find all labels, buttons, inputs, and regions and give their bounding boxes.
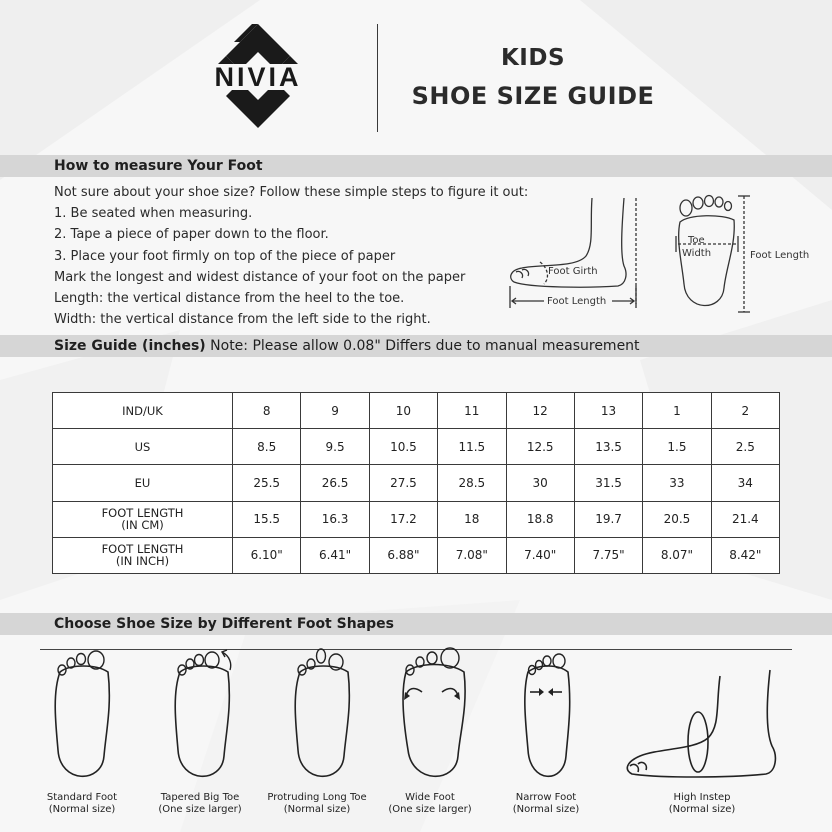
table-row [53, 393, 780, 429]
table-cell: 28.5 [438, 465, 506, 501]
table-cell: 34 [711, 465, 779, 501]
section-bar-foot-shapes [0, 613, 832, 635]
table-cell: 18.8 [506, 501, 574, 537]
measure-instructions [54, 182, 529, 330]
instruction-line: Not sure about your shoe size? Follow these simple steps to figure it out: [54, 185, 529, 200]
logo-wordmark: NIVIA [214, 62, 302, 92]
table-cell: 21.4 [711, 501, 779, 537]
table-cell: 8.42" [711, 537, 779, 573]
foot-length-side-label: Foot Length [750, 250, 810, 261]
nivia-logo [172, 22, 344, 130]
foot-shape-caption: Standard Foot (Normal size) [46, 792, 118, 815]
table-cell: 13 [574, 393, 642, 429]
table-cell: 25.5 [233, 465, 301, 501]
size-chart-table [52, 392, 780, 574]
table-row [53, 501, 780, 537]
table-cell: 2.5 [711, 429, 779, 465]
foot-length-label: Foot Length [547, 296, 607, 307]
header-divider [377, 24, 378, 132]
side-foot-icon [510, 198, 636, 308]
table-cell: 16.3 [301, 501, 369, 537]
standard-foot-icon [55, 651, 109, 776]
row-header: IND/UK [53, 393, 233, 429]
foot-shapes-illustrations [0, 646, 832, 796]
table-cell: 11 [438, 393, 506, 429]
table-cell: 2 [711, 393, 779, 429]
narrow-foot-icon [525, 654, 570, 776]
table-cell: 8.07" [643, 537, 711, 573]
row-header: US [53, 429, 233, 465]
instruction-line: Length: the vertical distance from the heel to the toe. [54, 291, 405, 307]
foot-shape-caption: Tapered Big Toe (One size larger) [158, 792, 242, 815]
protruding-long-toe-icon [295, 649, 349, 776]
table-cell: 18 [438, 501, 506, 537]
table-cell: 12.5 [506, 429, 574, 465]
table-cell: 10 [369, 393, 437, 429]
instruction-line: 2. Tape a piece of paper down to the floor. [54, 227, 329, 243]
table-row [53, 429, 780, 465]
table-row [53, 465, 780, 501]
table-cell: 6.41" [301, 537, 369, 573]
foot-shape-caption: Wide Foot (One size larger) [388, 792, 472, 815]
measure-heading: How to measure Your Foot [54, 158, 263, 174]
row-header: FOOT LENGTH (IN CM) [53, 501, 233, 537]
tapered-big-toe-icon [175, 650, 231, 776]
table-cell: 9 [301, 393, 369, 429]
toe-label: Toe [688, 235, 705, 246]
page-title-kids: KIDS [500, 45, 566, 71]
table-cell: 11.5 [438, 429, 506, 465]
table-cell: 8.5 [233, 429, 301, 465]
width-label: Width [682, 248, 712, 259]
table-row [53, 537, 780, 573]
foot-shape-caption: Protruding Long Toe (Normal size) [267, 792, 367, 815]
table-cell: 1.5 [643, 429, 711, 465]
instruction-line: Mark the longest and widest distance of your foot on the paper [54, 269, 466, 285]
high-instep-icon [627, 670, 775, 777]
instruction-line: 1. Be seated when measuring. [54, 206, 253, 222]
table-cell: 15.5 [233, 501, 301, 537]
table-cell: 33 [643, 465, 711, 501]
size-guide-heading [54, 335, 640, 357]
table-cell: 1 [643, 393, 711, 429]
table-cell: 7.75" [574, 537, 642, 573]
instruction-line: Width: the vertical distance from the left side to the right. [54, 312, 431, 328]
table-cell: 13.5 [574, 429, 642, 465]
foot-girth-label: Foot Girth [548, 266, 598, 277]
foot-measurement-diagram [500, 184, 830, 324]
table-cell: 20.5 [643, 501, 711, 537]
table-cell: 26.5 [301, 465, 369, 501]
table-cell: 19.7 [574, 501, 642, 537]
page-title: SHOE SIZE GUIDE [411, 82, 655, 110]
table-cell: 6.10" [233, 537, 301, 573]
table-cell: 8 [233, 393, 301, 429]
row-header: EU [53, 465, 233, 501]
foot-shape-caption: High Instep (Normal size) [668, 792, 736, 815]
row-header: FOOT LENGTH (IN INCH) [53, 537, 233, 573]
size-guide-title: Size Guide (inches) [54, 338, 206, 354]
section-bar-size-guide [0, 335, 832, 357]
table-cell: 10.5 [369, 429, 437, 465]
table-cell: 7.40" [506, 537, 574, 573]
wide-foot-icon [403, 648, 465, 776]
table-cell: 7.08" [438, 537, 506, 573]
instruction-line: 3. Place your foot firmly on top of the piece of paper [54, 248, 396, 264]
table-cell: 17.2 [369, 501, 437, 537]
table-cell: 12 [506, 393, 574, 429]
section-bar-measure [0, 155, 832, 177]
table-cell: 9.5 [301, 429, 369, 465]
table-cell: 31.5 [574, 465, 642, 501]
table-cell: 30 [506, 465, 574, 501]
foot-shapes-heading: Choose Shoe Size by Different Foot Shapes [54, 616, 394, 632]
table-cell: 27.5 [369, 465, 437, 501]
size-guide-note: Note: Please allow 0.08" Differs due to manual measurement [210, 338, 640, 354]
table-cell: 6.88" [369, 537, 437, 573]
foot-shape-caption: Narrow Foot (Normal size) [512, 792, 580, 815]
